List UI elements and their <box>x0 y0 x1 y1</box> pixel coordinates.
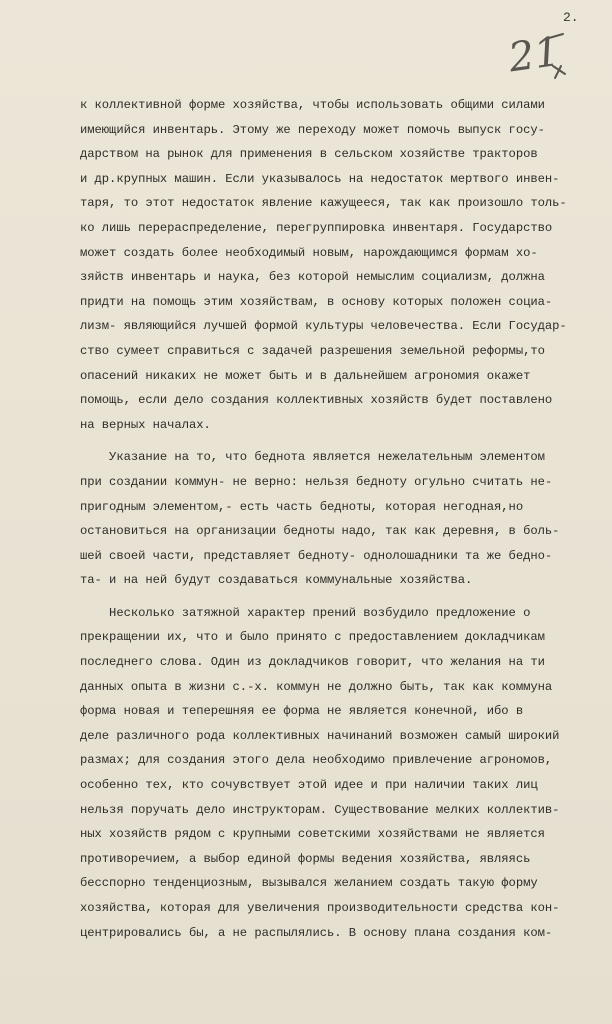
paragraph-gap <box>80 437 586 445</box>
svg-text:21: 21 <box>505 28 563 82</box>
body-text <box>80 93 586 945</box>
text-line: деле различного рода коллективных начинаний возможен самый широкий <box>80 728 560 743</box>
handwritten-archive-number <box>505 26 573 86</box>
page-number: 2. <box>563 10 579 25</box>
text-line: Несколько затяжной характер прений возбудило предложение о <box>80 605 531 620</box>
text-line: к коллективной форме хозяйства, чтобы использовать общими силами <box>80 98 545 112</box>
text-line: та- и на ней будут создаваться коммунальные хозяйства. <box>80 573 473 588</box>
text-line: последнего слова. Один из докладчиков говорит, что желания на ти <box>80 655 545 670</box>
text-line: дарством на рынок для применения в сельском хозяйстве тракторов <box>80 147 538 162</box>
text-line: опасений никаких не может быть и в дальнейшем агрономия окажет <box>80 368 531 383</box>
text-line: может создать более необходимый новым, нарождающимся формам хо- <box>80 245 538 260</box>
text-line: при создании коммун- не верно: нельзя бедноту огульно считать не- <box>80 474 553 489</box>
text-line: размах; для создания этого дела необходимо привлечение агрономов, <box>80 753 553 768</box>
text-line: лизм- являющийся лучшей формой культуры человечества. Если Государ- <box>80 319 567 334</box>
text-line: и др.крупных машин. Если указывалось на недостаток мертвого инвен- <box>80 171 560 186</box>
text-line: центрировались бы, а не распылялись. В основу плана создания ком- <box>80 925 553 940</box>
text-line: форма новая и теперешняя ее форма не является конечной, ибо в <box>80 704 524 719</box>
text-line: хозяйства, которая для увеличения производительности средства кон- <box>80 901 560 915</box>
text-line: помощь, если дело создания коллективных хозяйств будет поставлено <box>80 393 553 408</box>
text-line: таря, то этот недостаток явление кажущееся, так как произошло толь- <box>80 196 567 211</box>
text-line: нельзя поручать дело инструкторам. Существование мелких коллектив- <box>80 802 560 817</box>
text-line: пригодным элементом,- есть часть бедноты, которая негодная,но <box>80 499 524 514</box>
text-line: прекращении их, что и было принято с предоставлением докладчикам <box>80 630 545 645</box>
text-line: ных хозяйств рядом с крупными советскими хозяйствами не является <box>80 827 545 842</box>
text-line: имеющийся инвентарь. Этому же переходу может помочь выпуск госу- <box>80 122 545 137</box>
text-line: зяйств инвентарь и наука, без которой немыслим социализм, должна <box>80 270 545 285</box>
text-line: Указание на то, что беднота является нежелательным элементом <box>80 450 545 465</box>
text-line: придти на помощь этим хозяйствам, в основу которых положен социа- <box>80 294 553 309</box>
text-line: ство сумеет справиться с задачей разрешения земельной реформы,то <box>80 343 545 358</box>
text-line: особенно тех, кто сочувствует этой идее и при наличии таких лиц <box>80 778 538 793</box>
text-line: ко лишь перераспределение, перегруппировка инвентаря. Государство <box>80 220 553 235</box>
text-line: шей своей части, представляет бедноту- однолошадники та же бедно- <box>80 548 553 563</box>
paragraph-gap <box>80 593 586 601</box>
text-line: противоречием, а выбор единой формы ведения хозяйства, являясь <box>80 851 531 866</box>
text-line: данных опыта в жизни с.-х. коммун не должно быть, так как коммуна <box>80 679 553 694</box>
text-line: остановиться на организации бедноты надо, так как деревня, в боль- <box>80 524 560 539</box>
text-line: на верных началах. <box>80 417 211 432</box>
text-line: бесспорно тенденциозным, вызывался желанием создать такую форму <box>80 876 538 891</box>
